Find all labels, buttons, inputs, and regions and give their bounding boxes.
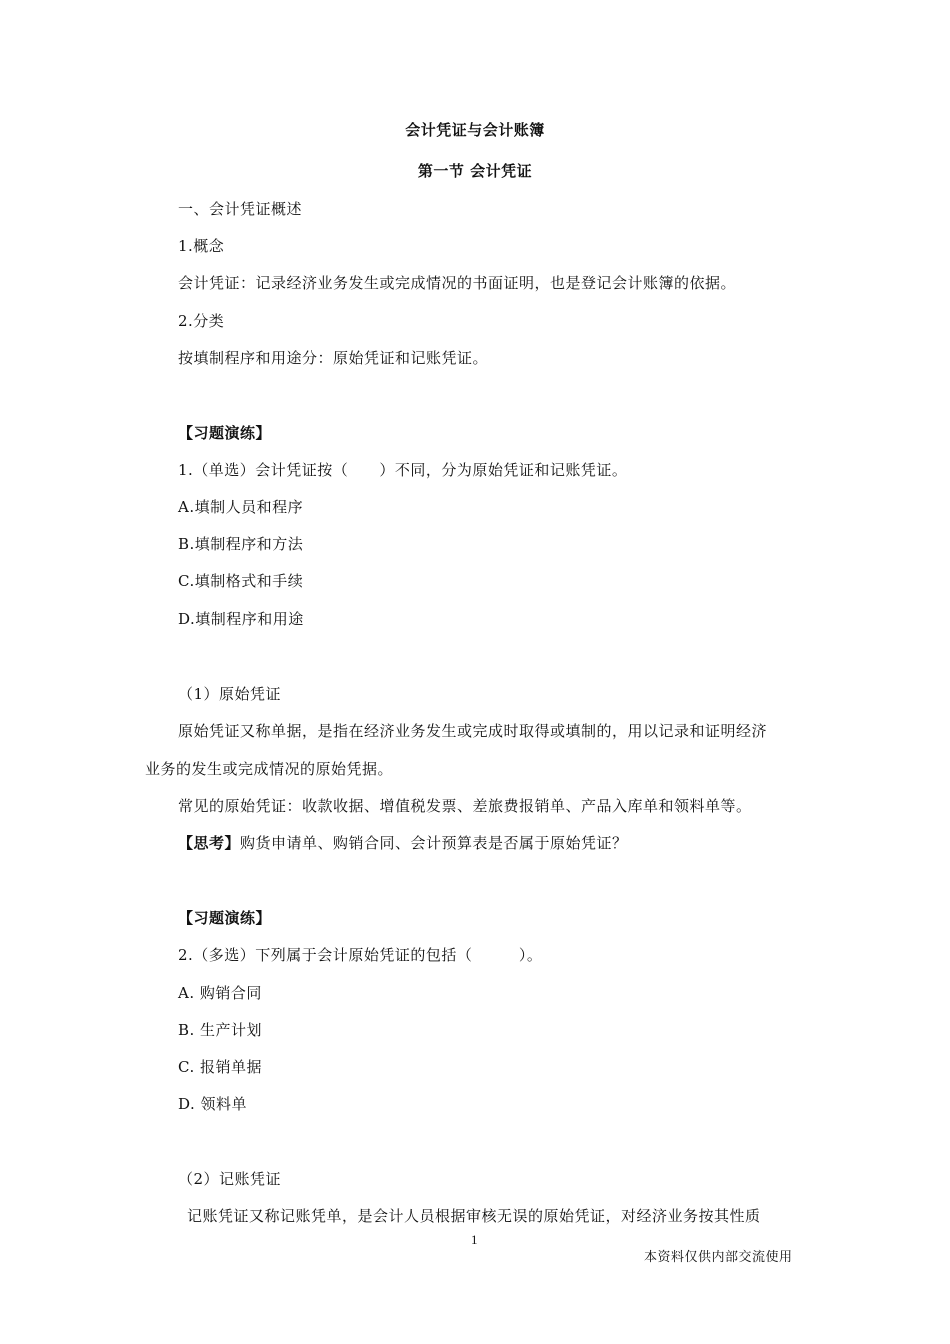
exercise-question-2: 2.（多选）下列属于会计原始凭证的包括（ ）。 [178,946,543,964]
document-title: 会计凭证与会计账簿 [405,121,545,139]
think-question [178,833,628,853]
exercise-1-option-d: D.填制程序和用途 [178,610,304,628]
exercise-1-option-c: C.填制格式和手续 [178,572,304,590]
exercise-2-option-a: A. 购销合同 [178,984,262,1002]
exercise-1-option-b: B.填制程序和方法 [178,535,304,553]
footer-note: 本资料仅供内部交流使用 [644,1250,793,1265]
page-number: 1 [471,1232,478,1247]
think-text: 购货申请单、购销合同、会计预算表是否属于原始凭证？ [240,834,628,852]
exercise-2-option-d: D. 领料单 [178,1095,248,1113]
exercise-1-option-a: A.填制人员和程序 [178,498,304,516]
exercise-2-option-c: C. 报销单据 [178,1058,262,1076]
heading-record-voucher: （2）记账凭证 [178,1170,282,1188]
paragraph-original-voucher-1: 原始凭证又称单据，是指在经济业务发生或完成时取得或填制的，用以记录和证明经济 [178,722,768,740]
heading-original-voucher: （1）原始凭证 [178,685,282,703]
heading-classification: 2.分类 [178,312,225,330]
paragraph-classification: 按填制程序和用途分：原始凭证和记账凭证。 [178,349,489,367]
exercise-2-option-b: B. 生产计划 [178,1021,263,1039]
heading-concept: 1.概念 [178,237,225,255]
heading-overview: 一、会计凭证概述 [178,200,303,218]
paragraph-concept: 会计凭证：记录经济业务发生或完成情况的书面证明，也是登记会计账簿的依据。 [178,274,737,292]
think-tag: 【思考】 [178,834,241,852]
exercise-question-1: 1.（单选）会计凭证按（ ）不同，分为原始凭证和记账凭证。 [178,461,628,479]
paragraph-record-voucher-1: 记账凭证又称记账凭单，是会计人员根据审核无误的原始凭证，对经济业务按其性质 [187,1207,761,1225]
paragraph-original-voucher-2: 业务的发生或完成情况的原始凭据。 [145,760,394,778]
exercise-heading-2: 【习题演练】 [178,909,272,927]
section-title: 第一节 会计凭证 [417,162,533,180]
exercise-heading-1: 【习题演练】 [178,424,272,442]
paragraph-common-vouchers: 常见的原始凭证：收款收据、增值税发票、差旅费报销单、产品入库单和领料单等。 [178,797,752,815]
